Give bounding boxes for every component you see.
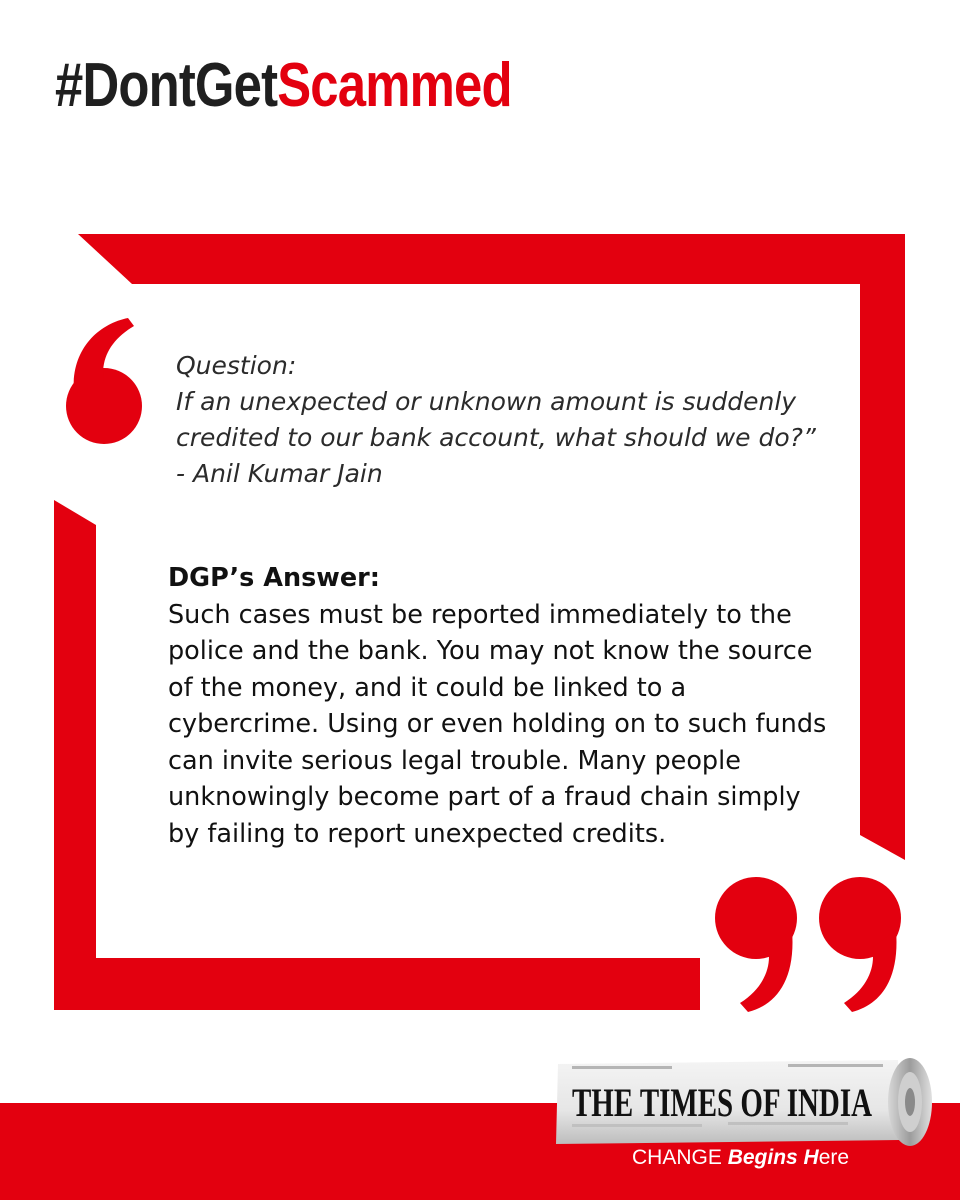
question-line-1: If an unexpected or unknown amount is suddenly	[176, 387, 797, 416]
question-line-2: credited to our bank account, what should we do?”	[176, 423, 816, 452]
newspaper-name: THE TIMES OF INDIA	[572, 1080, 873, 1125]
question-block	[176, 348, 816, 492]
close-quote-icon	[715, 877, 901, 1012]
hashtag-prefix: #DontGet	[55, 51, 278, 120]
tagline-ere: ere	[818, 1146, 850, 1169]
open-quote-icon	[66, 318, 142, 444]
tagline-h: H	[803, 1146, 819, 1169]
answer-block	[168, 560, 858, 852]
tagline-change: CHANGE	[632, 1146, 728, 1169]
frame-bottom-bar	[54, 958, 700, 1010]
answer-heading: DGP’s Answer:	[168, 563, 380, 593]
frame-left-bar	[54, 500, 96, 1010]
tagline-begins: Begins	[727, 1146, 798, 1169]
frame-top-bar	[78, 234, 905, 284]
hashtag-suffix: Scammed	[277, 51, 512, 120]
frame-right-bar	[860, 284, 905, 860]
question-author: - Anil Kumar Jain	[176, 459, 383, 488]
question-label: Question:	[176, 351, 297, 380]
answer-body: Such cases must be reported immediately to the police and the bank. You may not know the source of the money, and it could be linked to a cybercrime. Using or even holding on to such funds can invite serious legal trouble. Many people unknowingly become part of a fraud chain simply by failing to report unexpected credits.	[168, 599, 827, 849]
tagline	[632, 1146, 849, 1170]
